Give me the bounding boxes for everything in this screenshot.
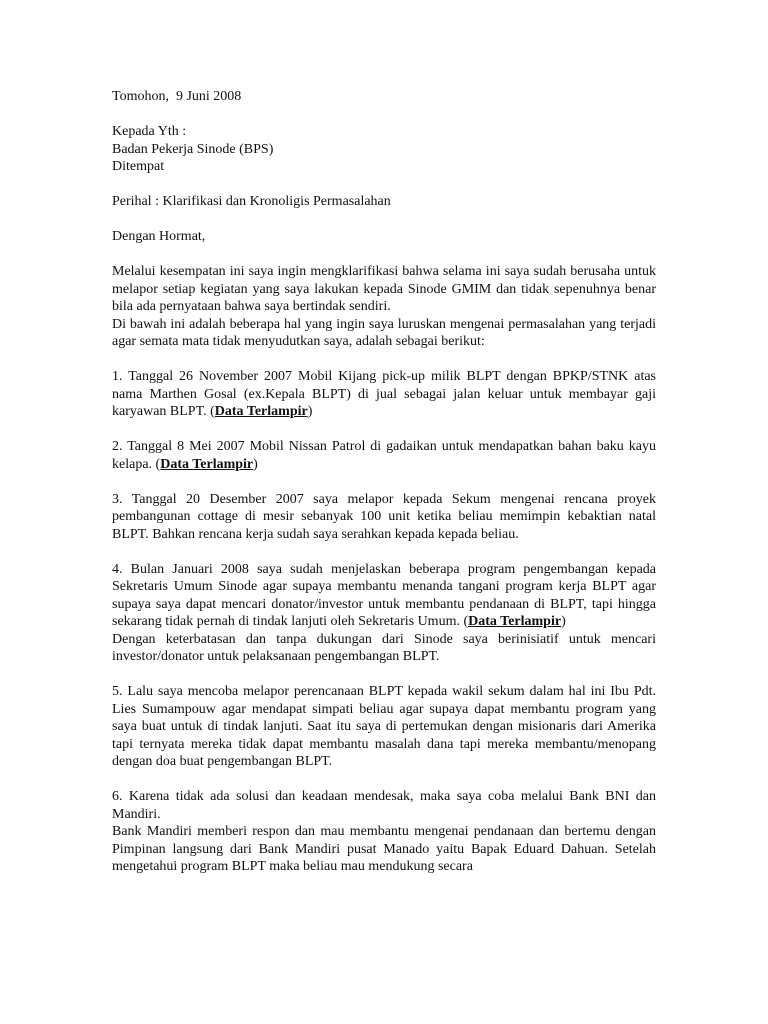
- item-1: [112, 368, 656, 421]
- item-2: [112, 438, 656, 473]
- spacer: [112, 246, 656, 264]
- item-1-attachment-note: Data Terlampir: [214, 404, 308, 419]
- item-1-text: 1. Tanggal 26 November 2007 Mobil Kijang pick-up milik BLPT dengan BPKP/STNK atas nama Marthen Gosal (ex.Kepala BLPT) di jual sebagai jalan keluar untuk membayar gaji karyawan BLPT. (: [112, 369, 656, 419]
- date-line: Tomohon, 9 Juni 2008: [112, 89, 242, 104]
- recipient-line-2: Badan Pekerja Sinode (BPS): [112, 141, 274, 157]
- item-4-attachment-note: Data Terlampir: [468, 614, 562, 629]
- item-4-close: ): [561, 614, 566, 629]
- item-4: [112, 561, 656, 631]
- item-6-paragraph-2: Bank Mandiri memberi respon dan mau membantu mengenai pendanaan dan bertemu dengan Pimpinan langsung dari Bank Mandiri pusat Manado yaitu Bapak Eduard Dahuan. Setelah mengetahui program BLPT maka beliau mau mendukung secara: [112, 824, 656, 874]
- item-3: 3. Tanggal 20 Desember 2007 saya melapor kepada Sekum mengenai rencana proyek pembangunan cottage di mesir sebanyak 100 unit ketika beliau memimpin kebaktian natal BLPT. Bahkan rencana kerja sudah saya serahkan kepada kepada beliau.: [112, 491, 656, 542]
- recipient-line-3: Ditempat: [112, 159, 165, 174]
- item-5: 5. Lalu saya mencoba melapor perencanaan BLPT kepada wakil sekum dalam hal ini Ibu Pdt. Lies Sumampouw agar mendapat simpati beliau agar supaya dapat membantu program yang saya buat untuk di tindak lanjuti. Saat itu saya di pertemukan dengan misionaris dari Amerika tapi ternyata mereka tidak dapat membantu masalah dana tapi mereka membantu/menopang dengan doa buat pengembangan BLPT.: [112, 684, 656, 769]
- salutation: Dengan Hormat,: [112, 229, 206, 244]
- item-1-close: ): [307, 404, 313, 419]
- item-4-paragraph-2: Dengan keterbatasan dan tanpa dukungan dari Sinode saya berinisiatif untuk mencari investor/donator untuk pelaksanaan pengembangan BLPT.: [112, 631, 656, 664]
- recipient-block: [112, 123, 656, 176]
- item-6: 6. Karena tidak ada solusi dan keadaan mendesak, maka saya coba melalui Bank BNI dan Mandiri.: [112, 789, 656, 822]
- intro-paragraph-2: Di bawah ini adalah beberapa hal yang ingin saya luruskan mengenai permasalahan yang terjadi agar semata mata tidak menyudutkan saya, adalah sebagai berikut:: [112, 316, 656, 349]
- item-4-text: 4. Bulan Januari 2008 saya sudah menjelaskan beberapa program pengembangan kepada Sekretaris Umum Sinode agar supaya membantu menanda tangani program kerja BLPT agar supaya saya dapat mencari donator/investor untuk membantu pendanaan di BLPT, tapi hingga sekarang tidak pernah di tindak lanjuti oleh Sekretaris Umum. (: [112, 561, 656, 629]
- spacer: [112, 106, 656, 124]
- item-2-attachment-note: Data Terlampir: [160, 456, 254, 472]
- spacer: [112, 176, 656, 194]
- item-2-close: ): [253, 456, 258, 472]
- recipient-line-1: Kepada Yth :: [112, 124, 187, 139]
- subject-line: Perihal : Klarifikasi dan Kronoligis Permasalahan: [112, 194, 391, 209]
- intro-paragraph-1: Melalui kesempatan ini saya ingin mengklarifikasi bahwa selama ini saya sudah berusaha untuk melapor setiap kegiatan yang saya lakukan kepada Sinode GMIM dan tidak sepenuhnya benar bila ada pernyataan bahwa saya bertindak sendiri.: [112, 264, 656, 314]
- spacer: [112, 211, 656, 229]
- item-2-text: 2. Tanggal 8 Mei 2007 Mobil Nissan Patrol di gadaikan untuk mendapatkan bahan baku kayu kelapa. (: [112, 439, 656, 472]
